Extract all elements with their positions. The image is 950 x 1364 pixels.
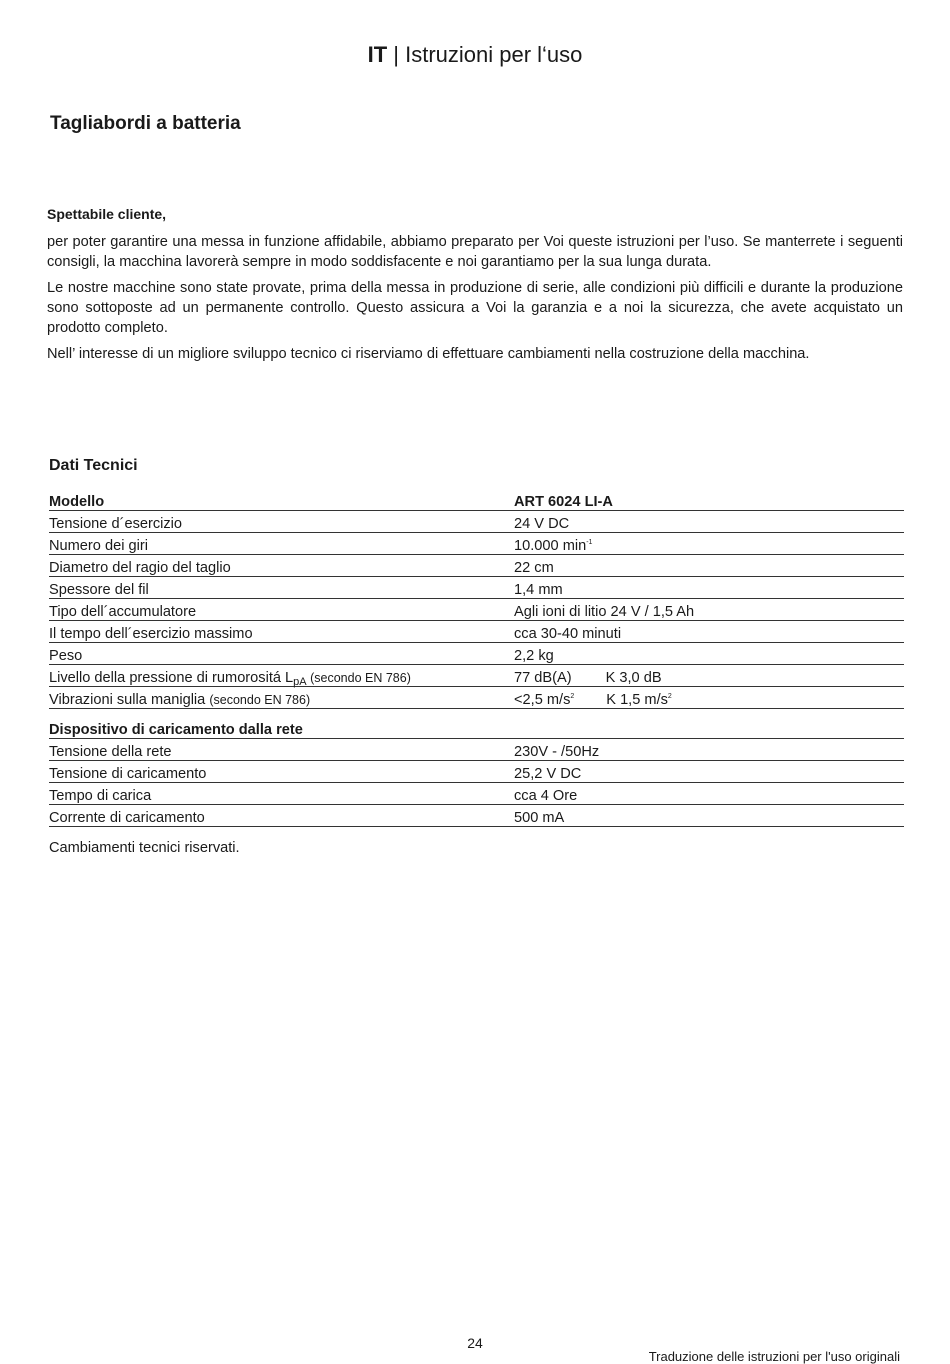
intro-text	[47, 232, 903, 370]
spec-label: Tempo di carica	[49, 783, 514, 805]
vibration-k	[606, 692, 672, 708]
spec-label: Tensione della rete	[49, 739, 514, 761]
page-header	[0, 42, 950, 68]
spec-label: Corrente di caricamento	[49, 805, 514, 827]
vibration-value-text: <2,5 m/s	[514, 692, 571, 708]
specs-table	[49, 489, 904, 827]
spec-label: Tensione di caricamento	[49, 761, 514, 783]
noise-label-sub: pA	[293, 676, 307, 688]
spec-label: Tipo dell´accumulatore	[49, 599, 514, 621]
spec-value: 22 cm	[514, 555, 904, 577]
spec-value: 500 mA	[514, 805, 904, 827]
table-row	[49, 511, 904, 533]
intro-paragraph: Le nostre macchine sono state provate, prima della messa in produzione di serie, alle condizioni più difficili e durante la produzione sono sottoposte ad un permanente controllo. Questo assicura a Voi la garanzia e a noi la sicurezza, che avete acquistato un prodotto completo.	[47, 280, 903, 336]
spec-value-text: 10.000 min	[514, 538, 587, 554]
language-code: IT	[367, 42, 388, 67]
technical-note: Cambiamenti tecnici riservati.	[49, 840, 240, 856]
header-text: Istruzioni per l‘uso	[405, 42, 583, 67]
spec-label: Numero dei giri	[49, 533, 514, 555]
vibration-label-note: (secondo EN 786)	[209, 693, 311, 707]
vibration-k-sup: 2	[667, 693, 672, 700]
noise-label	[49, 665, 514, 687]
spec-label: Peso	[49, 643, 514, 665]
spec-value: 24 V DC	[514, 511, 904, 533]
page-number: 24	[467, 1335, 483, 1351]
table-row	[49, 577, 904, 599]
charger-header-row	[49, 717, 904, 739]
model-label: Modello	[49, 489, 514, 511]
spec-value: Agli ioni di litio 24 V / 1,5 Ah	[514, 599, 904, 621]
table-header-row	[49, 489, 904, 511]
intro-paragraph: Nell’ interesse di un migliore sviluppo tecnico ci riserviamo di effettuare cambiamenti nella costruzione della macchina.	[47, 346, 810, 362]
table-row	[49, 805, 904, 827]
salutation: Spettabile cliente,	[47, 206, 167, 222]
spec-value: cca 30-40 minuti	[514, 621, 904, 643]
table-row	[49, 643, 904, 665]
noise-value	[514, 665, 904, 687]
table-spacer	[49, 709, 904, 718]
table-row	[49, 739, 904, 761]
noise-label-text: Livello della pressione di rumorositá L	[49, 670, 294, 686]
spec-value: 25,2 V DC	[514, 761, 904, 783]
noise-label-note: (secondo EN 786)	[306, 671, 411, 685]
model-value: ART 6024 LI-A	[514, 489, 904, 511]
table-row	[49, 533, 904, 555]
specs-title: Dati Tecnici	[49, 457, 138, 474]
spec-label: Spessore del fil	[49, 577, 514, 599]
spec-value: 230V - /50Hz	[514, 739, 904, 761]
intro-paragraph: per poter garantire una messa in funzione affidabile, abbiamo preparato per Voi queste istruzioni per l’uso. Se manterrete i seguenti consigli, la macchina lavorerà sempre in modo soddisfacente e noi garantiamo per la sua lunga durata.	[47, 234, 903, 270]
table-row	[49, 599, 904, 621]
header-separator: |	[387, 42, 406, 67]
page-title: Tagliabordi a batteria	[50, 113, 241, 134]
noise-k: K 3,0 dB	[605, 670, 662, 686]
spec-value: cca 4 Ore	[514, 783, 904, 805]
charger-title: Dispositivo di caricamento dalla rete	[49, 717, 514, 739]
vibration-k-text: K 1,5 m/s	[606, 692, 668, 708]
table-row-vibration	[49, 687, 904, 709]
spec-label: Diametro del ragio del taglio	[49, 555, 514, 577]
vibration-label-text: Vibrazioni sulla maniglia	[49, 692, 210, 708]
spec-value: 2,2 kg	[514, 643, 904, 665]
noise-value-text: 77 dB(A)	[514, 670, 572, 686]
vibration-value	[514, 687, 904, 709]
table-row-noise	[49, 665, 904, 687]
vibration-label	[49, 687, 514, 709]
footer-text: Traduzione delle istruzioni per l'uso originali	[648, 1349, 900, 1364]
table-row	[49, 783, 904, 805]
spec-value-sup: -1	[586, 539, 593, 546]
spec-label: Il tempo dell´esercizio massimo	[49, 621, 514, 643]
vibration-value-sup: 2	[570, 693, 575, 700]
spec-value: 1,4 mm	[514, 577, 904, 599]
table-row	[49, 761, 904, 783]
table-row	[49, 555, 904, 577]
spec-value	[514, 533, 904, 555]
spec-label: Tensione d´esercizio	[49, 511, 514, 533]
table-row	[49, 621, 904, 643]
